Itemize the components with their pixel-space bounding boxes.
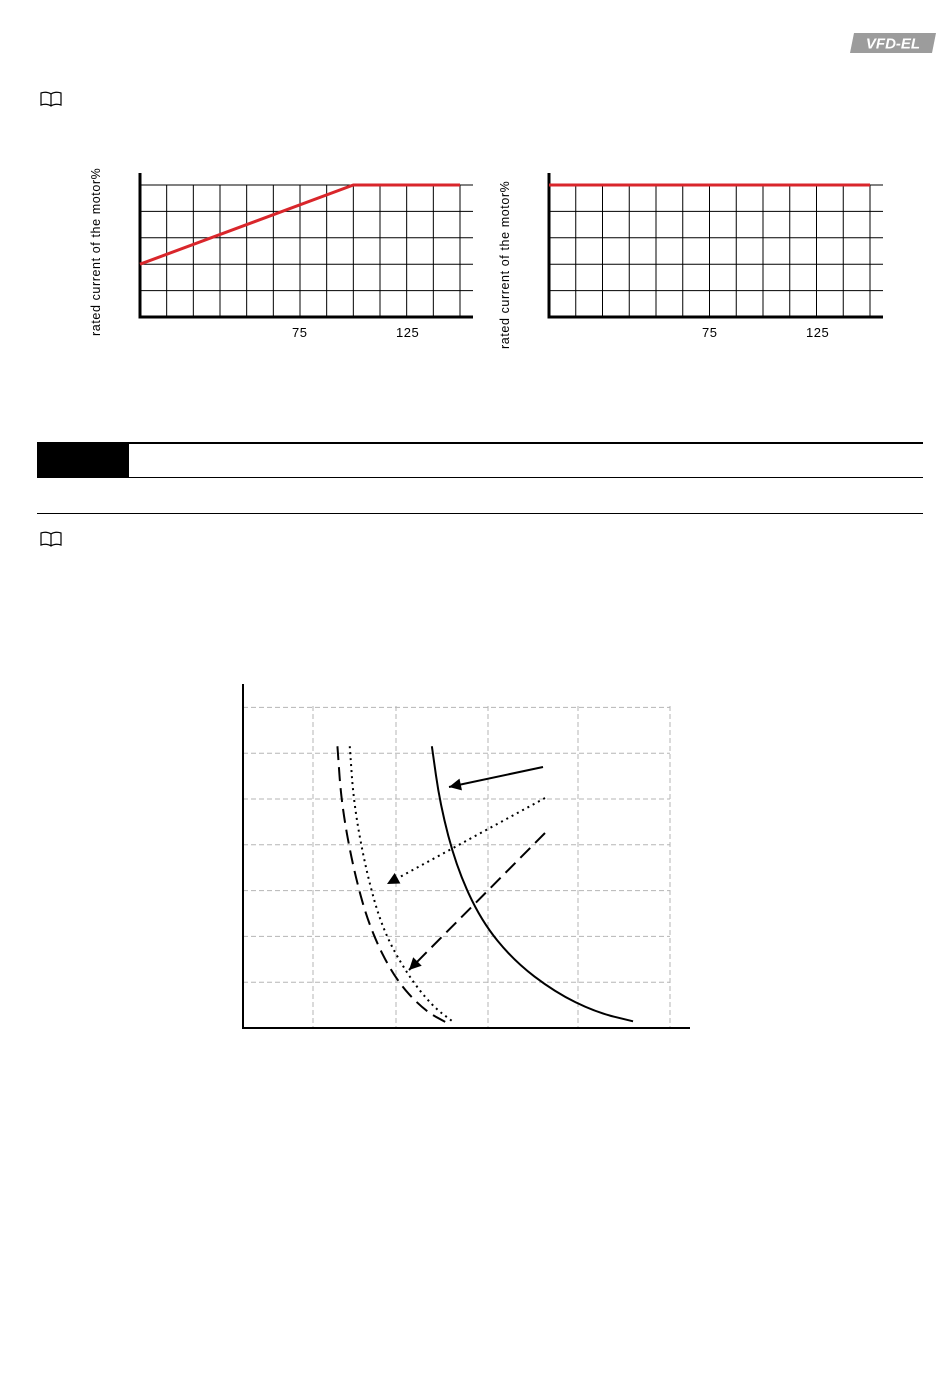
solid-curve-pointer — [449, 767, 543, 787]
solid-curve — [432, 746, 633, 1021]
chart1-y-axis-label: rated current of the motor% — [89, 167, 103, 336]
dotted-curve-pointer-head — [387, 873, 400, 884]
chart2-y-axis-label: rated current of the motor% — [498, 180, 512, 349]
parameter-heading-bar — [37, 442, 923, 478]
heading-top-rule — [129, 442, 923, 444]
dotted-curve-pointer — [387, 798, 545, 884]
chart2-x-tick-label: 125 — [806, 325, 830, 340]
solid-curve-pointer-head — [449, 779, 462, 791]
dashed-curve-pointer — [409, 833, 545, 970]
heading-bottom-rule — [37, 477, 923, 478]
settings-row-rule — [37, 513, 923, 514]
parameter-code-tag — [37, 442, 129, 478]
logo-text: VFD-EL — [865, 35, 921, 53]
chart1-x-tick-label: 125 — [396, 325, 420, 340]
chart1-x-tick-label: 75 — [292, 325, 308, 340]
chart2-x-tick-label: 75 — [702, 325, 718, 340]
